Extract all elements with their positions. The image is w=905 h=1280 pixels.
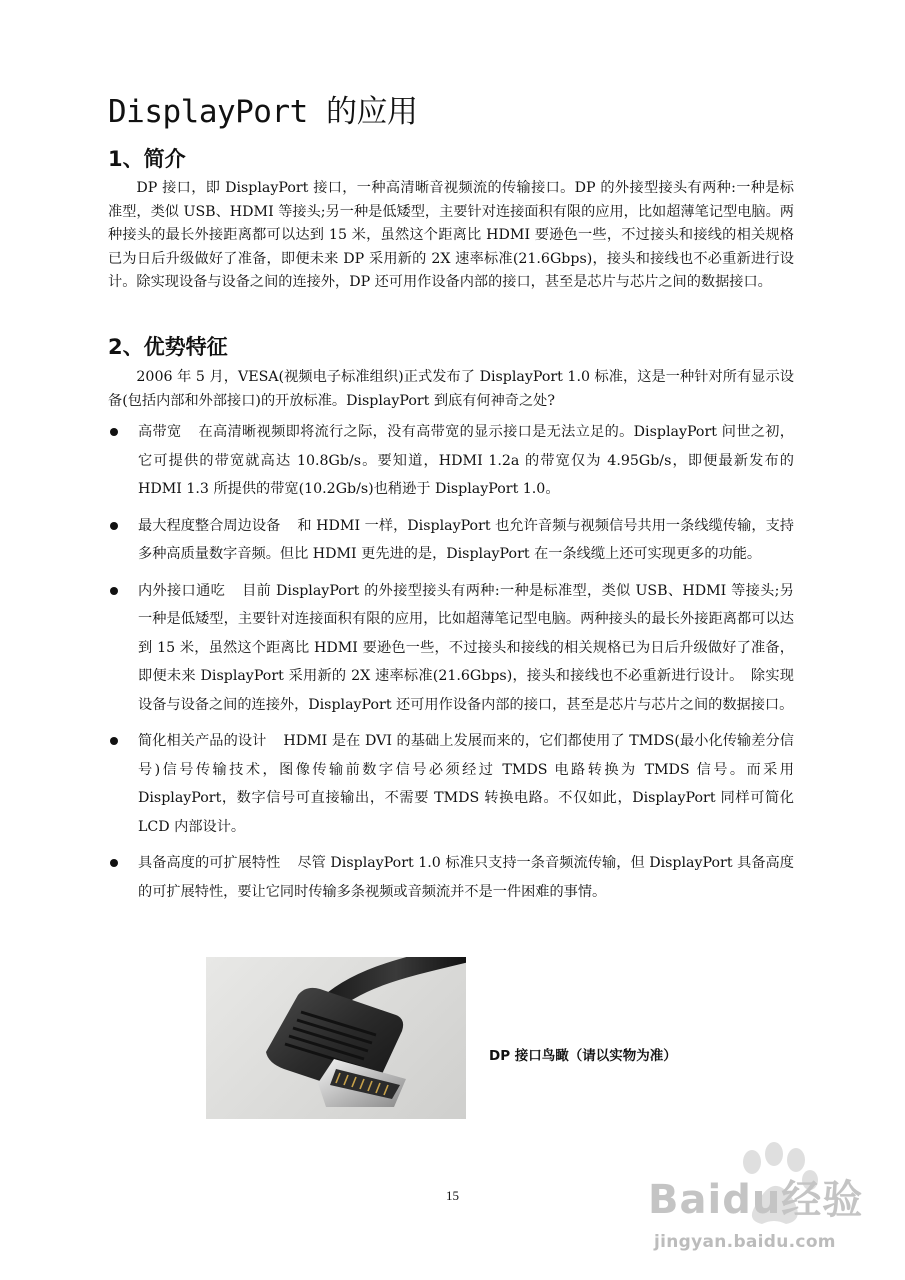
feature-item-bandwidth — [108, 418, 794, 504]
section-heading-intro: 1、简介 — [108, 147, 186, 171]
feature-item-scalability — [108, 849, 794, 906]
watermark-url: jingyan.baidu.com — [654, 1232, 836, 1252]
figure-caption: DP 接口鸟瞰（请以实物为准） — [489, 1048, 677, 1064]
bullet-icon — [110, 737, 118, 745]
feature-text: 尽管 DisplayPort 1.0 标准只支持一条音频流传输，但 DisplayPort 具备高度的可扩展特性，要让它同时传输多条视频或音频流并不是一件困难的事情。 — [138, 855, 794, 900]
bullet-icon — [110, 859, 118, 867]
bullet-icon — [110, 587, 118, 595]
feature-item-design — [108, 727, 794, 841]
feature-text: HDMI 是在 DVI 的基础上发展而来的，它们都使用了 TMDS(最小化传输差分信号)信号传输技术，图像传输前数字信号必须经过 TMDS 电路转换为 TMDS 信号。而采用 DisplayPort，数字信号可直接输出，不需要 TMDS 转换电路。不仅如此，DisplayPort 同样可简化 LCD 内部设计。 — [138, 733, 794, 835]
feature-term: 简化相关产品的设计 — [138, 733, 267, 749]
page-title: DisplayPort 的应用 — [108, 94, 418, 130]
feature-list — [108, 418, 794, 914]
bullet-icon — [110, 428, 118, 436]
feature-item-interfaces — [108, 577, 794, 720]
section-heading-features: 2、优势特征 — [108, 335, 228, 359]
dp-connector-photo — [206, 957, 466, 1119]
dp-connector-illustration — [206, 957, 466, 1119]
feature-text: 目前 DisplayPort 的外接型接头有两种:一种是标准型，类似 USB、HDMI 等接头;另一种是低矮型，主要针对连接面积有限的应用，比如超薄笔记型电脑。两种接头的最长外接距离都可以达到 15 米，虽然这个距离比 HDMI 要逊色一些，不过接头和接线的相关规格已为日后升级做好了准备，即便未来 DisplayPort 采用新的 2X 速率标准(21.6Gbps)，接头和接线也不必重新进行设计。 除实现设备与设备之间的连接外，DisplayPort 还可用作设备内部的接口，甚至是芯片与芯片之间的数据接口。 — [138, 582, 794, 713]
bullet-icon — [110, 522, 118, 530]
features-intro-paragraph: 2006 年 5 月，VESA(视频电子标准组织)正式发布了 DisplayPort 1.0 标准，这是一种针对所有显示设备(包括内部和外部接口)的开放标准。DisplayPort 到底有何神奇之处? — [108, 369, 794, 409]
feature-term: 最大程度整合周边设备 — [138, 517, 281, 534]
feature-text: 在高清晰视频即将流行之际，没有高带宽的显示接口是无法立足的。DisplayPort 问世之初，它可提供的带宽就高达 10.8Gb/s。要知道，HDMI 1.2a 的带宽仅为 4.95Gb/s，即便最新发布的 HDMI 1.3 所提供的带宽(10.2Gb/s)也稍逊于 DisplayPort 1.0。 — [138, 424, 794, 497]
page-number: 15 — [446, 1188, 459, 1203]
feature-text: 和 HDMI 一样，DisplayPort 也允许音频与视频信号共用一条线缆传输，支持多种高质量数字音频。但比 HDMI 更先进的是，DisplayPort 在一条线缆上还可实现更多的功能。 — [138, 517, 794, 562]
feature-item-integration — [108, 512, 794, 569]
feature-term: 具备高度的可扩展特性 — [138, 855, 281, 871]
feature-term: 高带宽 — [138, 424, 182, 440]
watermark-brand: Baidu经验 — [648, 1177, 864, 1223]
feature-term: 内外接口通吃 — [138, 582, 226, 599]
intro-paragraph: DP 接口，即 DisplayPort 接口，一种高清晰音视频流的传输接口。DP 的外接型接头有两种:一种是标准型，类似 USB、HDMI 等接头;另一种是低矮型，主要针对连接面积有限的应用，比如超薄笔记型电脑。两种接头的最长外接距离都可以达到 15 米，虽然这个距离比 HDMI 要逊色一些，不过接头和接线的相关规格已为日后升级做好了准备，即便未来 DP 采用新的 2X 速率标准(21.6Gbps)，接头和接线也不必重新进行设计。除实现设备与设备之间的连接外，DP 还可用作设备内部的接口，甚至是芯片与芯片之间的数据接口。 — [108, 180, 794, 291]
